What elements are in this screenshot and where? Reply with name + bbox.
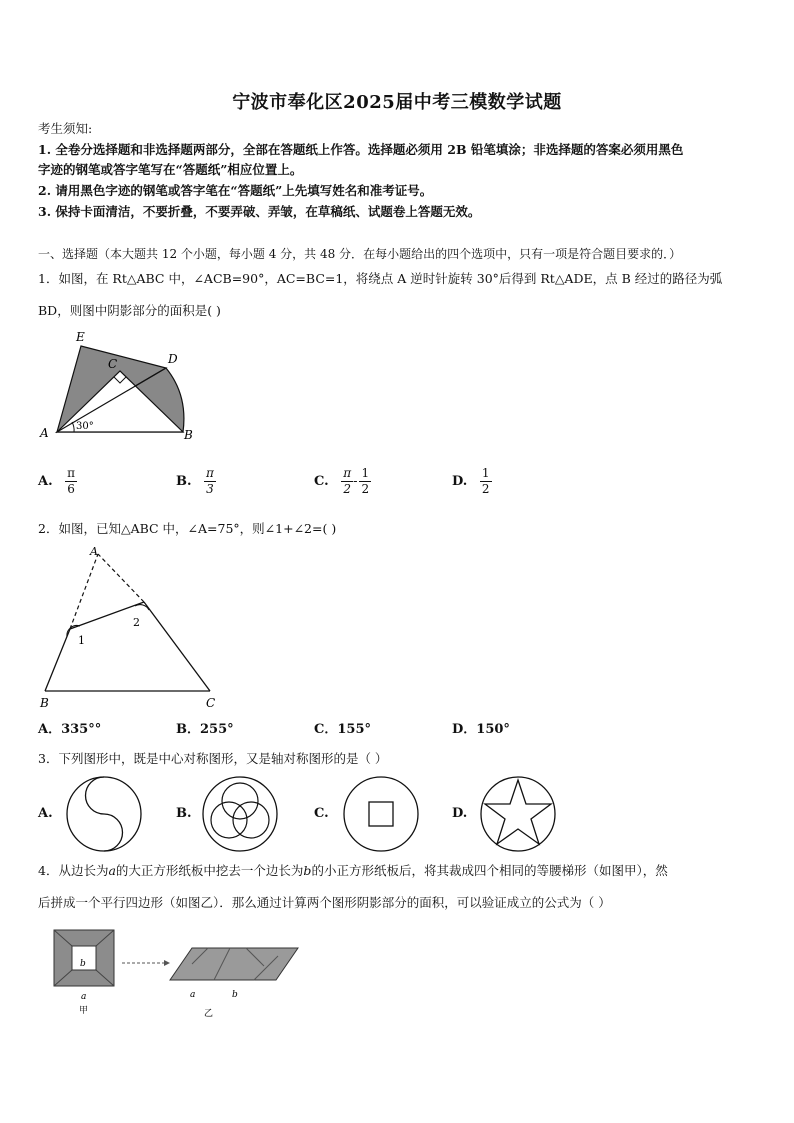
angle-label: 30° <box>76 421 94 432</box>
question-3-option-d[interactable]: D. <box>452 806 468 821</box>
fraction-numerator: 1 <box>481 466 490 480</box>
question-1-figure <box>36 325 206 445</box>
var-a: a <box>108 863 116 878</box>
question-4-text-cont: 后拼成一个平行四边形（如图乙）．那么通过计算两个图形阴影部分的面积，可以验证成立的公式为（ ） <box>38 895 611 910</box>
point-label-b: B <box>40 696 49 710</box>
question-4-text <box>38 862 768 880</box>
question-2-figure <box>34 544 234 714</box>
var-b: b <box>303 863 312 878</box>
angle-2-label: 2 <box>133 616 140 629</box>
notice-item: 3. 保持卡面清洁，不要折叠，不要弄破、弄皱，在草稿纸、试题卷上答题无效。 <box>38 204 481 219</box>
question-3-option-a[interactable]: A. <box>38 806 53 821</box>
label-a: a <box>81 992 87 1002</box>
side-b-lower <box>45 629 70 691</box>
fraction-denominator: 2 <box>361 482 370 496</box>
question-2-text: 2．如图，已知△ABC 中，∠A=75°，则∠1+∠2=( ) <box>38 521 337 536</box>
question-1-option-d[interactable] <box>452 466 492 497</box>
point-label-e: E <box>76 330 85 344</box>
yin-yang-figure <box>64 774 144 854</box>
question-2-option-b[interactable]: B．255° <box>176 722 234 737</box>
section-heading: 一、选择题（本大题共 12 个小题，每小题 4 分，共 48 分．在每小题给出的四个选项中，只有一项是符合题目要求的．） <box>38 247 682 261</box>
label-b: b <box>80 959 86 969</box>
question-3-option-b[interactable]: B. <box>176 806 192 821</box>
arrow-head <box>164 960 170 966</box>
minus-sign: - <box>353 474 358 489</box>
notice-heading: 考生须知: <box>38 121 93 136</box>
q4-text-post: 的小正方形纸板后，将其裁成四个相同的等腰梯形（如图甲），然 <box>311 863 668 878</box>
point-label-a: A <box>90 545 98 558</box>
q4-text-mid: 的大正方形纸板中挖去一个边长为 <box>115 863 304 878</box>
question-2-option-c[interactable]: C．155° <box>314 722 371 737</box>
angle-1-label: 1 <box>78 634 85 647</box>
fraction-denominator: 2 <box>481 482 490 496</box>
dashed-side-ab <box>70 554 98 629</box>
parallelogram <box>170 948 298 980</box>
caption-yi: 乙 <box>204 1009 214 1019</box>
label-a: a <box>190 990 196 1000</box>
three-arcs-figure <box>200 774 280 854</box>
question-3-option-c[interactable]: C. <box>314 806 329 821</box>
question-2-option-a[interactable]: A．335°° <box>38 722 102 737</box>
option-label: A. <box>38 474 53 489</box>
fraction-numerator: 1 <box>361 466 370 480</box>
question-1-option-b[interactable] <box>176 466 216 497</box>
question-2-option-d[interactable]: D．150° <box>452 722 510 737</box>
question-4-figure <box>50 926 310 1021</box>
point-label-d: D <box>168 352 178 366</box>
question-1-option-c[interactable] <box>314 466 371 497</box>
notice-item: 字迹的钢笔或答字笔写在“答题纸”相应位置上。 <box>38 162 303 177</box>
option-label: C. <box>314 474 329 489</box>
notice-item: 1. 全卷分选择题和非选择题两部分，全部在答题纸上作答。选择题必须用 2B 铅笔填涂；非选择题的答案必须用黑色 <box>38 142 684 157</box>
fraction-denominator: 2 <box>343 482 351 496</box>
point-label-a: A <box>40 426 49 440</box>
caption-jia: 甲 <box>79 1006 89 1016</box>
fraction-denominator: 3 <box>206 482 214 496</box>
question-1-text-cont: BD，则图中阴影部分的面积是( ) <box>38 303 221 318</box>
dashed-side-ac <box>98 554 144 602</box>
point-label-b: B <box>184 428 193 442</box>
fraction-numerator: π <box>343 466 352 480</box>
q4-text-pre: 4．从边长为 <box>38 863 109 878</box>
star-figure <box>478 774 558 854</box>
option-label: B. <box>176 474 192 489</box>
option-label: D. <box>452 474 468 489</box>
question-3-text: 3．下列图形中，既是中心对称图形，又是轴对称图形的是（ ） <box>38 751 388 766</box>
page-title: 宁波市奉化区2025届中考三模数学试题 <box>232 92 562 113</box>
coin-figure <box>341 774 421 854</box>
label-b: b <box>232 990 238 1000</box>
fraction-denominator: 6 <box>67 482 75 496</box>
point-label-c: C <box>108 357 118 371</box>
notice-item: 2. 请用黑色字迹的钢笔或答字笔在“答题纸”上先填写姓名和准考证号。 <box>38 183 433 198</box>
point-label-c: C <box>206 696 216 710</box>
side-c-lower <box>144 602 210 691</box>
question-1-text: 1．如图，在 Rt△ABC 中，∠ACB=90°，AC=BC=1，将绕点 A 逆时针旋转 30°后得到 Rt△ADE，点 B 经过的路径为弧 <box>38 271 723 286</box>
question-1-option-a[interactable] <box>38 466 77 497</box>
fraction-numerator: π <box>206 466 214 480</box>
fraction-numerator: π <box>67 466 76 480</box>
